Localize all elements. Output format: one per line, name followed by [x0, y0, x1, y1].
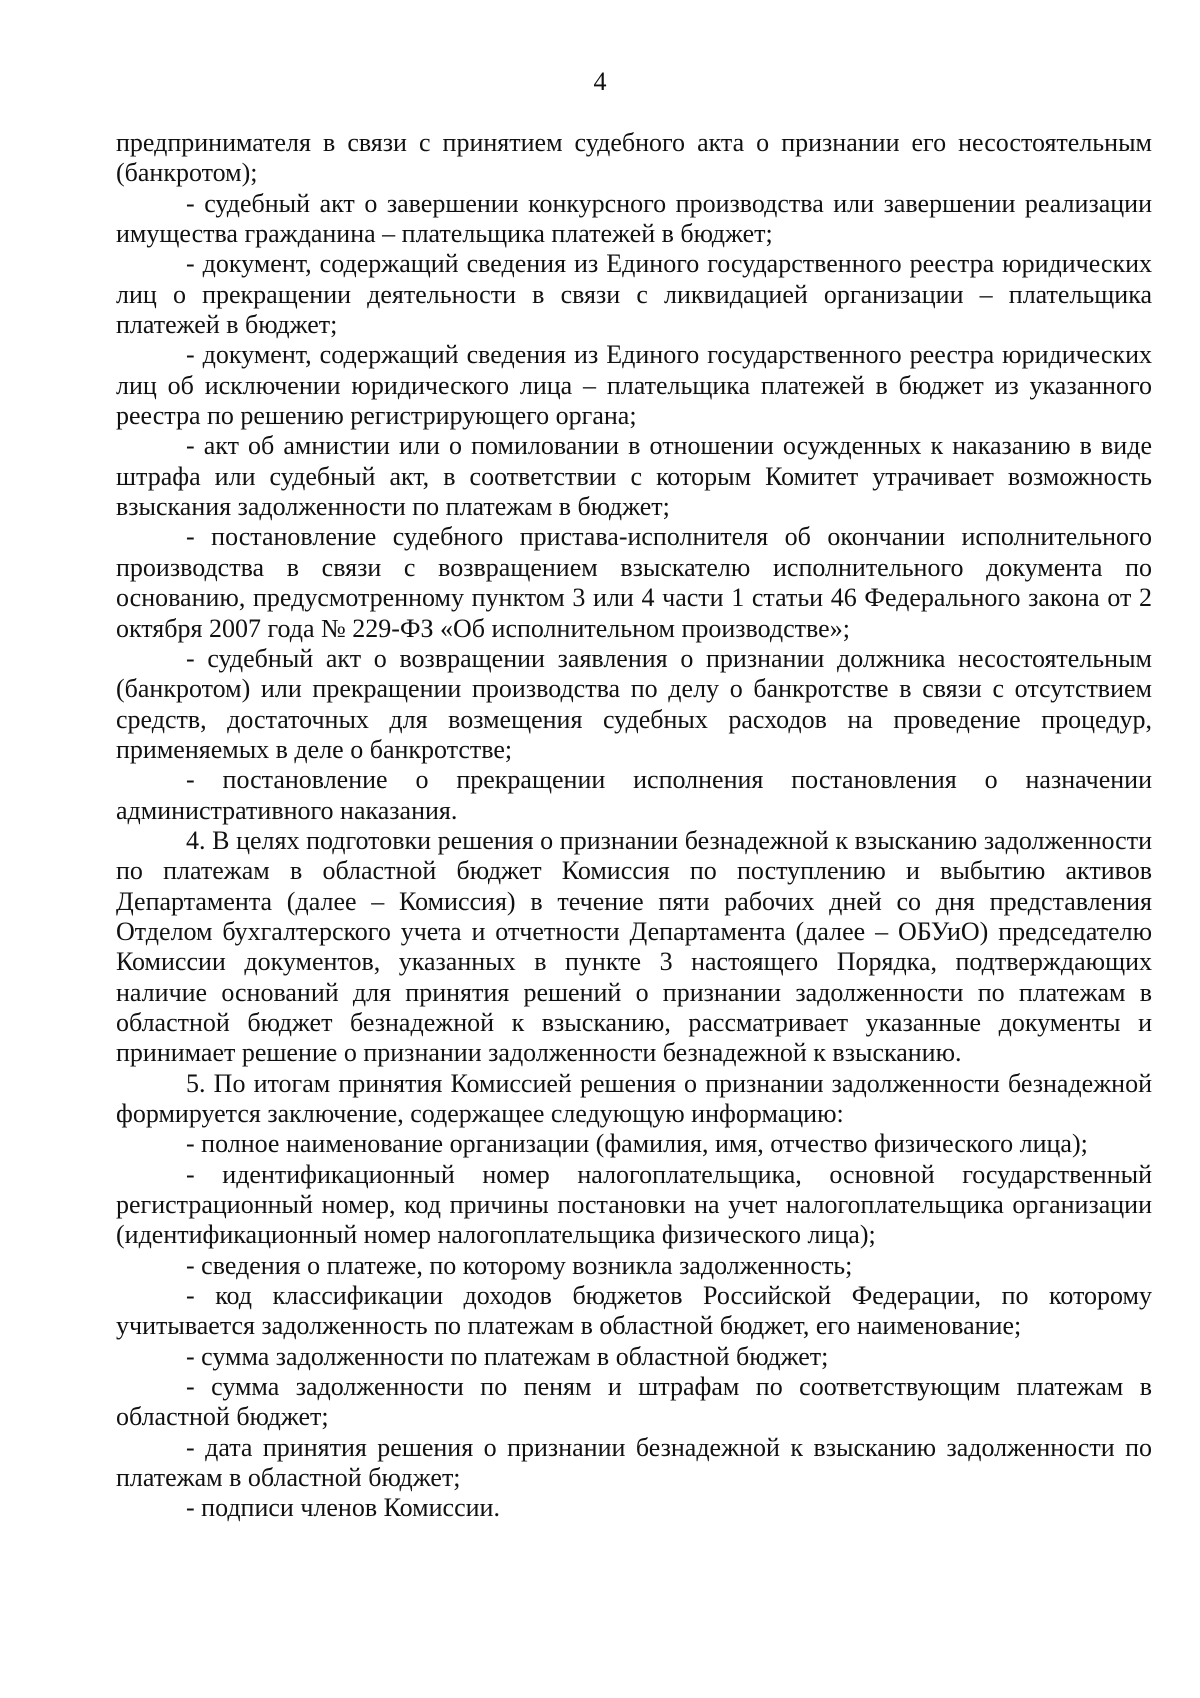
section-4-paragraph: 4. В целях подготовки решения о признании безнадежной к взысканию задолженности по платежам в областной бюджет Комиссия по поступлению и выбытию активов Департамента (далее – Комиссия) в течение пяти рабочих дней со дня представления Отделом бухгалтерского учета и отчетности Департамента (далее – ОБУиО) председателю Комиссии документов, указанных в пункте 3 настоящего Порядка, подтверждающих наличие оснований для принятия решений о признании задолженности по платежам в областной бюджет безнадежной к взысканию, рассматривает указанные документы и принимает решение о признании задолженности безнадежной к взысканию. [116, 825, 1152, 1068]
list-item-amnesty: - акт об амнистии или о помиловании в отношении осужденных к наказанию в виде штрафа или судебный акт, в соответствии с которым Комитет утрачивает возможность взыскания задолженности по платежам в бюджет; [116, 431, 1152, 522]
list-item-penalty-amount: - сумма задолженности по пеням и штрафам по соответствующим платежам в областной бюджет; [116, 1372, 1152, 1432]
section-5-paragraph: 5. По итогам принятия Комиссией решения о признании задолженности безнадежной формируется заключение, содержащее следующую информацию: [116, 1068, 1152, 1128]
list-item-full-name: - полное наименование организации (фамилия, имя, отчество физического лица); [186, 1129, 1088, 1159]
list-item-bankruptcy-completion: - судебный акт о завершении конкурсного производства или завершении реализации имущества гражданина – плательщика платежей в бюджет; [116, 188, 1152, 249]
list-item-signatures: - подписи членов Комиссии. [186, 1493, 500, 1523]
page-number: 4 [593, 67, 607, 96]
list-item-termination: - постановление о прекращении исполнения постановления о назначении административного наказания. [116, 765, 1152, 825]
list-item-exclusion: - документ, содержащий сведения из Единого государственного реестра юридических лиц об исключении юридического лица – плательщика платежей в бюджет из указанного реестра по решению регистрирующего органа; [116, 340, 1152, 431]
list-item-debt-amount: - сумма задолженности по платежам в областной бюджет; [186, 1341, 829, 1371]
list-item-liquidation: - документ, содержащий сведения из Единого государственного реестра юридических лиц о прекращении деятельности в связи с ликвидацией организации – плательщика платежей в бюджет; [116, 249, 1152, 340]
paragraph-continuation: предпринимателя в связи с принятием судебного акта о признании его несостоятельным (банкротом); [116, 128, 1152, 188]
list-item-payment-info: - сведения о платеже, по которому возникла задолженность; [186, 1250, 853, 1280]
list-item-court-return: - судебный акт о возвращении заявления о признании должника несостоятельным (банкротом) или прекращении производства по делу о банкротстве в связи с отсутствием средств, достаточных для возмещения судебных расходов на проведение процедур, применяемых в деле о банкротстве; [116, 643, 1152, 764]
list-item-bailiff-resolution: - постановление судебного пристава-исполнителя об окончании исполнительного производства в связи с возвращением взыскателю исполнительного документа по основанию, предусмотренному пунктом 3 или 4 части 1 статьи 46 Федерального закона от 2 октября 2007 года № 229-ФЗ «Об исполнительном производстве»; [116, 522, 1152, 643]
list-item-identification: - идентификационный номер налогоплательщика, основной государственный регистрационный номер, код причины постановки на учет налогоплательщика организации (идентификационный номер налогоплательщика физического лица); [116, 1159, 1152, 1250]
list-item-decision-date: - дата принятия решения о признании безнадежной к взысканию задолженности по платежам в областной бюджет; [116, 1432, 1152, 1493]
document-body [116, 128, 1152, 1524]
list-item-income-code: - код классификации доходов бюджетов Российской Федерации, по которому учитывается задолженность по платежам в областной бюджет, его наименование; [116, 1281, 1152, 1341]
